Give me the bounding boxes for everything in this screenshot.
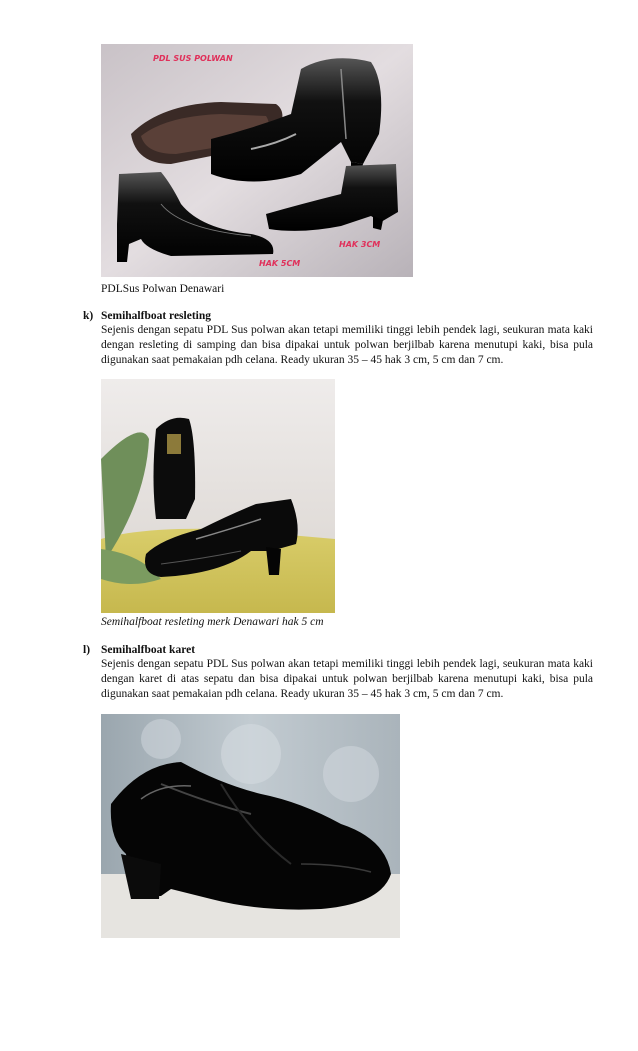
item-title-semihalfboat-karet: Semihalfboat karet — [101, 644, 196, 656]
product-photo-pdl-sus-polwan — [101, 44, 413, 277]
heel-5cm-label: HAK 5CM — [259, 259, 301, 268]
item-description-semihalfboat-resleting: Sejenis dengan sepatu PDL Sus polwan akan tetapi memiliki tinggi lebih pendek lagi, seukuran mata kaki dengan resleting di samping dan bisa dipakai untuk polwan berjilbab karena menutupi kaki, bisa pula digunakan saat pemakaian pdh celana. Ready ukuran 35 – 45 hak 3 cm, 5 cm dan 7 cm. — [101, 324, 593, 367]
photo-caption-pdl-sus: PDLSus Polwan Denawari — [101, 283, 225, 295]
boots-illustration — [101, 44, 413, 277]
item-title-semihalfboat-resleting: Semihalfboat resleting — [101, 310, 211, 322]
heel-3cm-label: HAK 3CM — [339, 240, 381, 249]
product-photo-semihalfboat-resleting — [101, 379, 335, 613]
shoe-karet-illustration — [101, 714, 400, 938]
photo-caption-semihalfboat-resleting: Semihalfboat resleting merk Denawari hak 5 cm — [101, 616, 324, 628]
product-photo-semihalfboat-karet — [101, 714, 400, 938]
photo-overlay-title: PDL SUS POLWAN — [153, 54, 233, 63]
item-marker-l: l) — [83, 644, 91, 656]
item-marker-k: k) — [83, 310, 94, 322]
shoe-resleting-illustration — [101, 379, 335, 613]
item-description-semihalfboat-karet: Sejenis dengan sepatu PDL Sus polwan akan tetapi memiliki tinggi lebih pendek lagi, seukuran mata kaki dengan karet di atas sepatu dan bisa dipakai untuk polwan berjilbab karena menutupi kaki, bisa pula digunakan saat pemakaian pdh celana. Ready ukuran 35 – 45 hak 3 cm, 5 cm dan 7 cm. — [101, 658, 593, 701]
